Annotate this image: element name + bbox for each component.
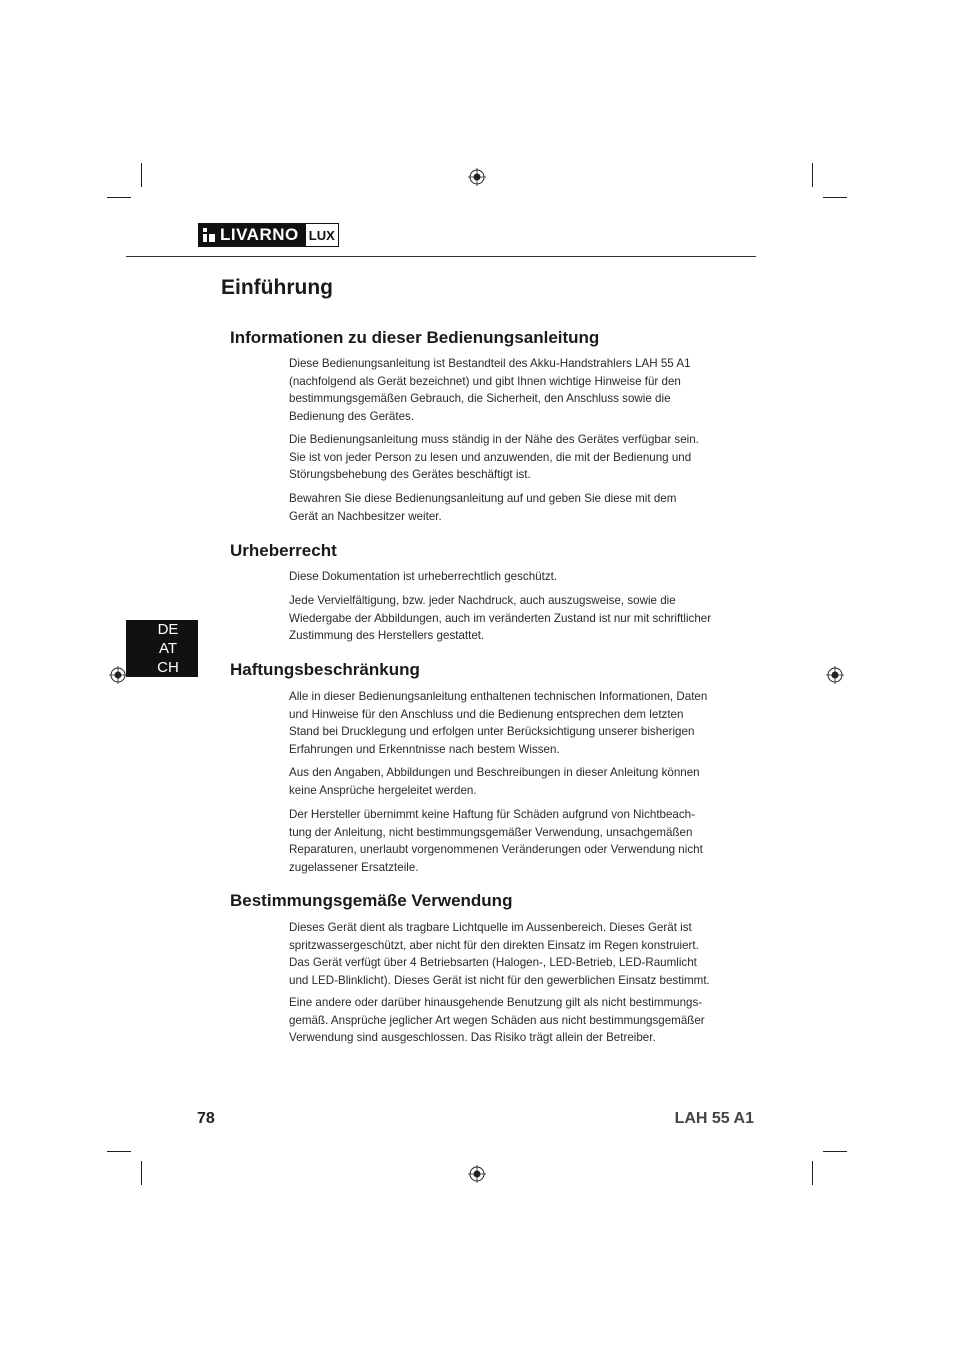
text-line: Eine andere oder darüber hinausgehende Benutzung gilt als nicht bestimmungs- [289,996,703,1009]
text-line: und LED-Blinklicht). Dieses Gerät ist nicht für den gewerblichen Einsatz bestimmt. [289,973,710,987]
language-code: AT [158,640,178,657]
paragraph [289,568,739,586]
text-line: Dieses Gerät dient als tragbare Lichtquelle im Aussenbereich. Dieses Gerät ist [289,921,692,934]
paragraph [289,688,739,758]
paragraph [289,919,739,989]
text-line: und Hinweise für den Anschluss und die Bedienung entsprechen dem letzten [289,707,684,721]
text-line: Jede Vervielfältigung, bzw. jeder Nachdruck, auch auszugsweise, sowie die [289,594,676,607]
brand-name: LIVARNO [220,225,299,244]
text-line: Zustimmung des Herstellers gestattet. [289,629,485,642]
text-line: Bedienung des Gerätes. [289,409,415,423]
language-tab [126,620,198,677]
registration-mark-icon [109,666,127,684]
text-line: keine Ansprüche hergeleitet werden. [289,783,477,797]
crop-mark [141,163,142,187]
section-heading: Urheberrecht [230,541,337,560]
model-number: LAH 55 A1 [674,1110,754,1127]
crop-mark [107,1151,131,1152]
crop-mark [141,1161,142,1185]
crop-mark [812,1161,813,1185]
language-code: CH [157,659,179,676]
paragraph [289,994,739,1047]
crop-mark [812,163,813,187]
crop-mark [107,197,131,198]
text-line: Reparaturen, unerlaubt vorgenommenen Veränderungen oder Verwendung nicht [289,843,703,856]
crop-mark [823,197,847,198]
text-line: spritzwassergeschützt, aber nicht für den direkten Einsatz im Regen konstruiert. [289,938,699,952]
brand-mark-icon [203,228,215,242]
section-heading: Bestimmungsgemäße Verwendung [230,891,513,910]
brand-logo [198,223,339,247]
text-line: (nachfolgend als Gerät bezeichnet) und gibt Ihnen wichtige Hinweise für den [289,374,681,388]
registration-mark-icon [468,168,486,186]
text-line: Die Bedienungsanleitung muss ständig in der Nähe des Gerätes verfügbar sein. [289,433,699,446]
text-line: Störungsbehebung des Gerätes beschäftigt ist. [289,468,531,481]
text-line: Verwendung sind ausgeschlossen. Das Risiko trägt allein der Betreiber. [289,1031,656,1044]
text-line: zugelassener Ersatzteile. [289,860,419,874]
crop-mark [823,1151,847,1152]
page-number: 78 [197,1110,215,1127]
brand-logo-main [198,223,305,247]
text-line: Wiedergabe der Abbildungen, auch im veränderten Zustand ist nur mit schriftlicher [289,611,712,625]
text-line: Der Hersteller übernimmt keine Haftung für Schäden aufgrund von Nichtbeach- [289,808,695,821]
text-line: Bewahren Sie diese Bedienungsanleitung auf und geben Sie diese mit dem [289,492,677,505]
paragraph [289,490,739,525]
text-line: Diese Bedienungsanleitung ist Bestandteil des Akku-Handstrahlers LAH 55 A1 [289,357,691,370]
text-line: Erfahrungen und Erkenntnisse nach bestem Wissen. [289,742,560,756]
paragraph [289,806,739,876]
language-code: DE [157,621,179,638]
paragraph [289,431,739,484]
registration-mark-icon [826,666,844,684]
text-line: Sie ist von jeder Person zu lesen und anzuwenden, die mit der Bedienung und [289,450,692,464]
text-line: bestimmungsgemäßen Gebrauch, die Sicherheit, den Anschluss sowie die [289,392,671,405]
brand-suffix: LUX [305,223,339,247]
text-line: Stand bei Drucklegung und erfolgen unter Berücksichtigung unserer bisherigen [289,725,695,738]
text-line: Alle in dieser Bedienungsanleitung enthaltenen technischen Informationen, Daten [289,690,708,703]
paragraph [289,764,739,799]
section-heading: Haftungsbeschränkung [230,660,420,679]
registration-mark-icon [468,1165,486,1183]
text-line: tung der Anleitung, nicht bestimmungsgemäßer Verwendung, unsachgemäßen [289,825,693,839]
paragraph [289,592,739,645]
text-line: Das Gerät verfügt über 4 Betriebsarten (Halogen-, LED-Betrieb, LED-Raumlicht [289,956,697,969]
section-heading: Informationen zu dieser Bedienungsanleitung [230,328,600,347]
text-line: Aus den Angaben, Abbildungen und Beschreibungen in dieser Anleitung können [289,766,700,779]
page-title: Einführung [221,276,333,299]
text-line: Diese Dokumentation ist urheberrechtlich geschützt. [289,570,558,583]
header-rule [126,256,756,257]
paragraph [289,355,739,425]
text-line: Gerät an Nachbesitzer weiter. [289,509,442,523]
text-line: gemäß. Ansprüche jeglicher Art wegen Schäden aus nicht bestimmungsgemäßer [289,1013,705,1027]
